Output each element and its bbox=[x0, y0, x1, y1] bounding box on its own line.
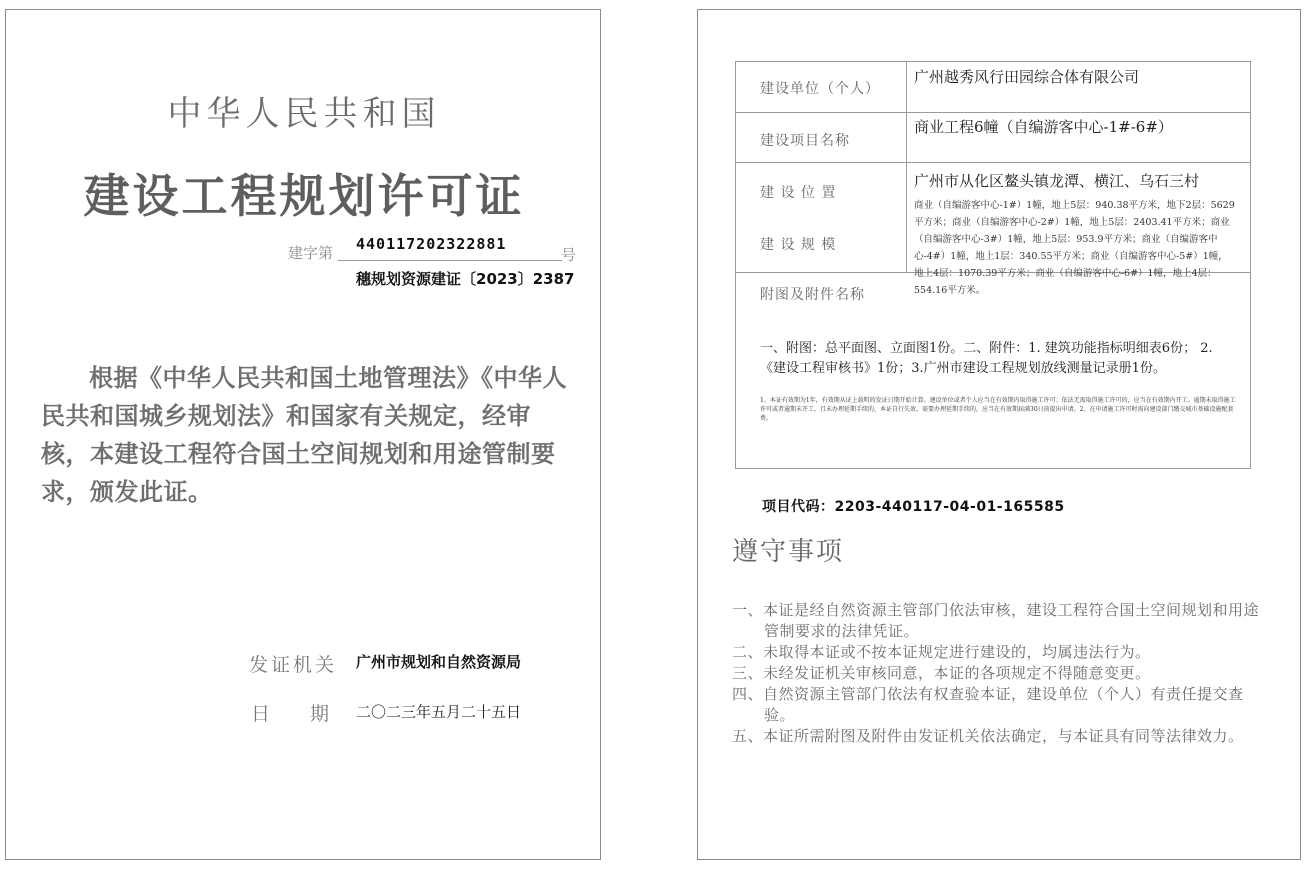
value-project-name: 商业工程6幢（自编游客中心-1#-6#） bbox=[914, 118, 1173, 136]
serial-underline bbox=[338, 260, 562, 261]
table-row-divider bbox=[736, 162, 1250, 163]
certificate-detail-page bbox=[697, 9, 1301, 860]
serial-prefix: 建字第 bbox=[288, 244, 334, 262]
date-value: 二〇二三年五月二十五日 bbox=[356, 703, 522, 721]
certificate-title: 建设工程规划许可证 bbox=[83, 169, 525, 223]
project-code: 项目代码：2203-440117-04-01-165585 bbox=[762, 499, 1065, 515]
table-row-divider bbox=[736, 112, 1250, 113]
rule-item: 二、未取得本证或不按本证规定进行建设的，均属违法行为。 bbox=[732, 643, 1151, 661]
rule-item: 四、自然资源主管部门依法有权查验本证，建设单位（个人）有责任提交查验。 bbox=[732, 685, 1244, 724]
date-label: 日 期 bbox=[251, 703, 330, 725]
country-name: 中华人民共和国 bbox=[167, 94, 441, 134]
certificate-body-text: 根据《中华人民共和国土地管理法》《中华人民共和国城乡规划法》和国家有关规定，经审核，本建设工程符合国土空间规划和用途管制要求，颁发此证。 bbox=[41, 364, 567, 506]
rule-item: 一、本证是经自然资源主管部门依法审核，建设工程符合国土空间规划和用途管制要求的法律凭证。 bbox=[732, 601, 1260, 640]
serial-code: 穗规划资源建证〔2023〕2387 bbox=[356, 270, 575, 288]
label-project-name: 建设项目名称 bbox=[760, 133, 850, 149]
label-location: 建 设 位 置 bbox=[760, 185, 837, 201]
value-builder: 广州越秀风行田园综合体有限公司 bbox=[914, 68, 1140, 86]
value-scale: 商业（自编游客中心-1#）1幢，地上5层：940.38平方米，地下2层：5629平方米；商业（自编游客中心-2#）1幢，地上5层：2403.41平方米；商业（自编游客中心-3#）1幢，地上5层：953.9平方米；商业（自编游客中心-4#）1幢，地上1层：340.55平方米；商业（自编游客中心-5#）1幢，地上4层：1070.39平方米；商业（自编游客中心-6#）1幢，地上4层：554.16平方米。 bbox=[914, 200, 1235, 296]
rules-title: 遵守事项 bbox=[732, 537, 845, 567]
serial-number: 440117202322881 bbox=[356, 235, 507, 253]
label-attachments: 附图及附件名称 bbox=[760, 287, 865, 303]
rules-list bbox=[732, 600, 1268, 747]
attachments-text: 一、附图：总平面图、立面图1份。二、附件：1. 建筑功能指标明细表6份； 2.《建设工程审核书》1份；3.广州市建设工程规划放线测量记录册1份。 bbox=[760, 341, 1213, 376]
certificate-front-page bbox=[5, 9, 601, 860]
label-scale: 建 设 规 模 bbox=[760, 237, 837, 253]
table-column-divider bbox=[906, 62, 907, 272]
serial-suffix: 号 bbox=[561, 246, 577, 264]
issuer-value: 广州市规划和自然资源局 bbox=[356, 653, 522, 671]
rule-item: 三、未经发证机关审核同意，本证的各项规定不得随意变更。 bbox=[732, 664, 1151, 682]
validity-notes: 1、本证有效期为1年，有效期从证上载明的发证日期开始计算。建设单位或者个人应当在有效期内取得施工许可；依法无需取得施工许可的，应当在有效期内开工。逾期未取得施工许可或者逾期未开工，且未办理延期手续的，本证自行失效。需要办理延期手续的，应当在有效期届满30日前提出申请。2、在申请施工许可时需向建设部门缴交城市基础设施配套费。 bbox=[760, 397, 1236, 422]
value-location: 广州市从化区鳌头镇龙潭、横江、乌石三村 bbox=[914, 172, 1200, 190]
label-builder: 建设单位（个人） bbox=[760, 81, 880, 97]
issuer-label: 发证机关 bbox=[249, 654, 338, 676]
rule-item: 五、本证所需附图及附件由发证机关依法确定，与本证具有同等法律效力。 bbox=[732, 727, 1244, 745]
project-info-table bbox=[735, 61, 1251, 469]
